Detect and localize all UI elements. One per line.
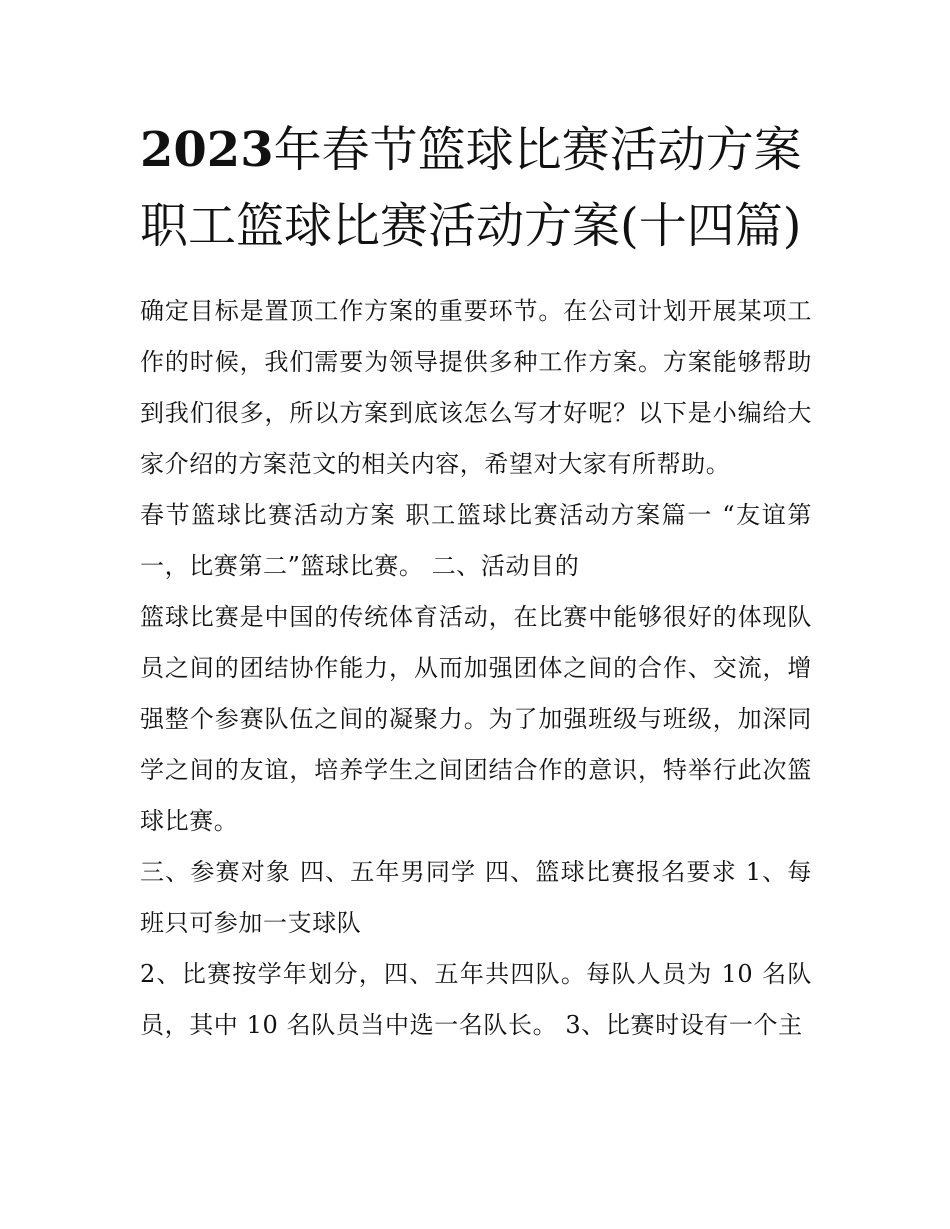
intro-paragraph: 确定目标是置顶工作方案的重要环节。在公司计划开展某项工作的时候，我们需要为领导提供多种工作方案。方案能够帮助到我们很多，所以方案到底该怎么写才好呢？以下是小编给大家介绍的方案范文的相关内容，希望对大家有所帮助。 <box>140 297 812 478</box>
purpose-paragraph: 篮球比赛是中国的传统体育活动，在比赛中能够很好的体现队员之间的团结协作能力，从而加强团体之间的合作、交流，增强整个参赛队伍之间的凝聚力。为了加强班级与班级，加深同学之间的友谊，培养学生之间团结合作的意识，特举行此次篮球比赛。 <box>140 603 812 835</box>
document-page <box>140 112 812 1051</box>
title-year: 2023 <box>140 122 274 178</box>
section-heading-paragraph: 春节篮球比赛活动方案 职工篮球比赛活动方案篇一 “友谊第一，比赛第二”篮球比赛。 二、活动目的 <box>140 501 812 580</box>
participants-paragraph: 三、参赛对象 四、五年男同学 四、篮球比赛报名要求 1、每班只可参加一支球队 <box>140 858 812 937</box>
rules-paragraph: 2、比赛按学年划分，四、五年共四队。每队人员为 10 名队员，其中 10 名队员当中选一名队长。 3、比赛时设有一个主 <box>140 960 812 1039</box>
document-title <box>140 112 812 264</box>
title-text: 年春节篮球比赛活动方案职工篮球比赛活动方案(十四篇) <box>140 122 802 254</box>
